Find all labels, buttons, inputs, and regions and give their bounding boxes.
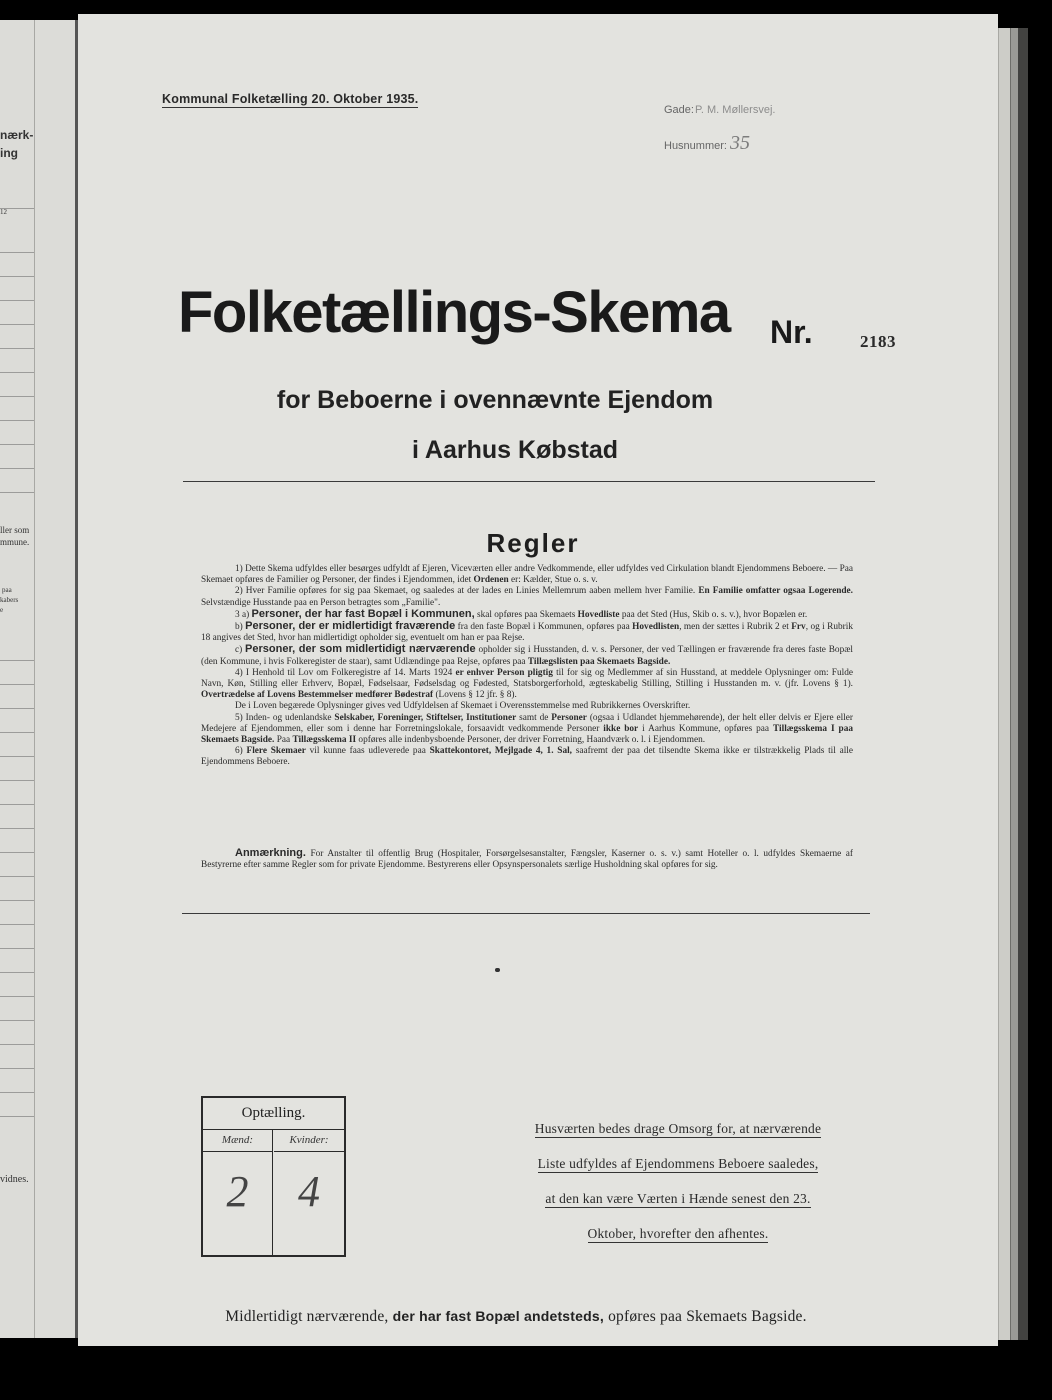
left-rule xyxy=(0,684,34,685)
left-rule xyxy=(0,468,34,469)
left-rule xyxy=(0,1020,34,1021)
census-form-page xyxy=(78,14,998,1346)
left-rule xyxy=(0,804,34,805)
rules-heading: Regler xyxy=(486,528,580,558)
notice-line: Oktober, hvorefter den afhentes. xyxy=(587,1226,769,1241)
left-rule xyxy=(0,852,34,853)
form-subtitle: for Beboerne i ovennævnte Ejendom xyxy=(276,386,714,414)
left-rule xyxy=(0,444,34,445)
left-rule xyxy=(0,276,34,277)
rule-4: 4) I Henhold til Lov om Folkeregistre af 14. Marts 1924 er enhver Person pligtig til for sig og Medlemmer af sin Husstand, at meddele Oplysninger om: Fulde Navn, Køn, Stilling eller Erhverv, Bopæl, Fødselsaar, Fødselsdag og Fødested, Statsborgerforhold, ægteskabelig Stilling, Stilling i Husstanden m. v. (jfr. Lovens § 1). Overtrædelse af Lovens Bestemmelser medfører Bødestraf (Lovens § 12 jfr. § 8). xyxy=(201,667,853,701)
left-facing-page xyxy=(0,20,78,1338)
left-rule xyxy=(0,1044,34,1045)
tally-men-label: Mænd: xyxy=(203,1130,272,1152)
left-fragment: ller som xyxy=(0,525,30,535)
left-rule xyxy=(0,396,34,397)
street-value: P. M. Møllersvej. xyxy=(694,104,776,116)
left-rule xyxy=(0,1068,34,1069)
left-rule xyxy=(0,876,34,877)
rule-3c: c) Personer, der som midlertidigt nærværende opholder sig i Husstanden, d. v. s. Personer, der ved Tællingen er fraværende fra deres faste Bopæl (den Kommune, i hvis Folkeregister de staar), samt Udlændinge paa Rejse, opføres paa Tillægslisten paa Skemaets Bagside. xyxy=(201,643,853,667)
remark-paragraph xyxy=(201,848,853,871)
left-rule xyxy=(0,660,34,661)
rule-5: 5) Inden- og udenlandske Selskaber, Foreninger, Stiftelser, Institutioner samt de Personer (ogsaa i Udlandet hjemmehørende), der helt eller delvis er Ejere eller Medejere af Ejendommen, eller som i denne har Forretningslokale, forsaavidt vedkommende Personer ikke bor i Aarhus Kommune, opføres paa Tillægsskema I paa Skemaets Bagside. Paa Tillægsskema II opføres alle indenbysboende Personer, der driver Forretning, Haandværk o. l. i Ejendommen. xyxy=(201,712,853,746)
left-rule xyxy=(0,756,34,757)
left-rule xyxy=(0,348,34,349)
form-number-label: Nr. xyxy=(770,314,813,350)
rule-6: 6) Flere Skemaer vil kunne faas udleverede paa Skattekontoret, Mejlgade 4, 1. Sal, saafremt der paa det tilsendte Skema ikke er tilstrækkelig Plads til alle Ejendommens Beboere. xyxy=(201,746,854,768)
landlord-notice xyxy=(508,1111,848,1251)
tally-women-count: 4 xyxy=(298,1167,320,1216)
tally-women-label: Kvinder: xyxy=(274,1130,344,1152)
house-number-value: 35 xyxy=(729,132,750,154)
left-rule xyxy=(0,492,34,493)
left-rule xyxy=(0,1116,34,1117)
left-page-column-line xyxy=(34,20,35,1338)
left-rule xyxy=(0,708,34,709)
left-rule xyxy=(0,924,34,925)
left-fragment: paa xyxy=(2,586,12,594)
left-fragment: kabers xyxy=(0,596,19,604)
left-rule xyxy=(0,828,34,829)
left-fragment: 12 xyxy=(0,208,7,216)
left-fragment: vidnes. xyxy=(0,1174,29,1185)
left-fragment: ing xyxy=(0,146,18,160)
left-rule xyxy=(0,948,34,949)
notice-line: Liste udfyldes af Ejendommens Beboere saaledes, xyxy=(537,1156,819,1171)
rules-text xyxy=(201,564,853,769)
remark-label: Anmærkning. xyxy=(235,847,306,859)
left-rule xyxy=(0,972,34,973)
left-fragment: nærk- xyxy=(0,128,34,142)
left-fragment: mmune. xyxy=(0,537,30,547)
left-fragment: e xyxy=(0,606,4,614)
census-header: Kommunal Folketælling 20. Oktober 1935. xyxy=(162,92,419,106)
house-number-label: Husnummer: xyxy=(664,140,727,152)
left-rule xyxy=(0,780,34,781)
left-rule xyxy=(0,420,34,421)
rule-3a: 3 a) Personer, der har fast Bopæl i Kommunen, skal opføres paa Skemaets Hovedliste paa det Sted (Hus, Skib o. s. v.), hvor Bopælen er. xyxy=(235,607,808,620)
notice-line: at den kan være Værten i Hænde senest den 23. xyxy=(545,1191,811,1206)
rule-1: 1) Dette Skema udfyldes eller besørges udfyldt af Ejeren, Viceværten eller andre Vedkommende, eller udfyldes ved Cirkulation blandt Ejendommens Beboere. — Paa Skemaet opføres de Familier og Personer, der findes i Ejendommen, idet Ordenen er: Kælder, Stue o. s. v. xyxy=(201,564,853,586)
ink-dot xyxy=(495,968,500,972)
left-rule xyxy=(0,1092,34,1093)
rule-3b: b) Personer, der er midlertidigt fraværende fra den faste Bopæl i Kommunen, opføres paa Hovedlisten, men der sættes i Rubrik 2 et Frv, og i Rubrik 18 angives det Sted, hvor han midlertidigt opholder sig, eventuelt om han er paa Rejse. xyxy=(201,620,853,644)
page-edge xyxy=(998,28,1010,1340)
form-subtitle-city: i Aarhus Købstad xyxy=(411,436,619,464)
left-rule xyxy=(0,324,34,325)
tally-men-count: 2 xyxy=(226,1167,249,1216)
remark-text: For Anstalter til offentlig Brug (Hospitaler, Forsørgelsesanstalter, Fængsler, Kaserner o. s. v.) samt Hoteller o. l. udfyldes Skemaerne af Bestyrerne efter samme Regler som for private Ejendomme. Bestyrerens eller Opsynspersonalets særlige Husholdning skal opføres for sig. xyxy=(201,849,853,871)
divider xyxy=(183,481,875,482)
tally-box xyxy=(201,1096,346,1257)
left-rule xyxy=(0,300,34,301)
left-rule xyxy=(0,252,34,253)
left-rule xyxy=(0,732,34,733)
page-edge xyxy=(1010,28,1018,1340)
street-label: Gade: xyxy=(664,104,694,116)
left-rule xyxy=(0,900,34,901)
tally-title: Optælling. xyxy=(203,1098,344,1130)
notice-line: Husværten bedes drage Omsorg for, at nærværende xyxy=(534,1121,822,1136)
page-edge xyxy=(1018,28,1028,1340)
left-rule xyxy=(0,996,34,997)
footer-note: Midlertidigt nærværende, der har fast Bopæl andetsteds, opføres paa Skemaets Bagside. xyxy=(225,1308,807,1325)
rule-4b: De i Loven begærede Oplysninger gives ved Udfyldelsen af Skemaet i Overensstemmelse med Rubrikkernes Overskrifter. xyxy=(235,701,691,712)
form-title: Folketællings-Skema xyxy=(178,280,730,345)
tally-men-column xyxy=(203,1130,273,1255)
street-field xyxy=(664,104,775,116)
left-rule xyxy=(0,372,34,373)
house-number-field xyxy=(664,132,750,155)
divider xyxy=(182,913,870,914)
tally-women-column xyxy=(274,1130,344,1255)
form-number: 2183 xyxy=(860,332,896,351)
rule-2: 2) Hver Familie opføres for sig paa Skemaet, og saaledes at der lades en Linies Mellemrum aaben mellem hver Familie. En Familie omfatter ogsaa Logerende. Selvstændige Husstande paa en Person betragtes som „Familie". xyxy=(201,586,853,608)
